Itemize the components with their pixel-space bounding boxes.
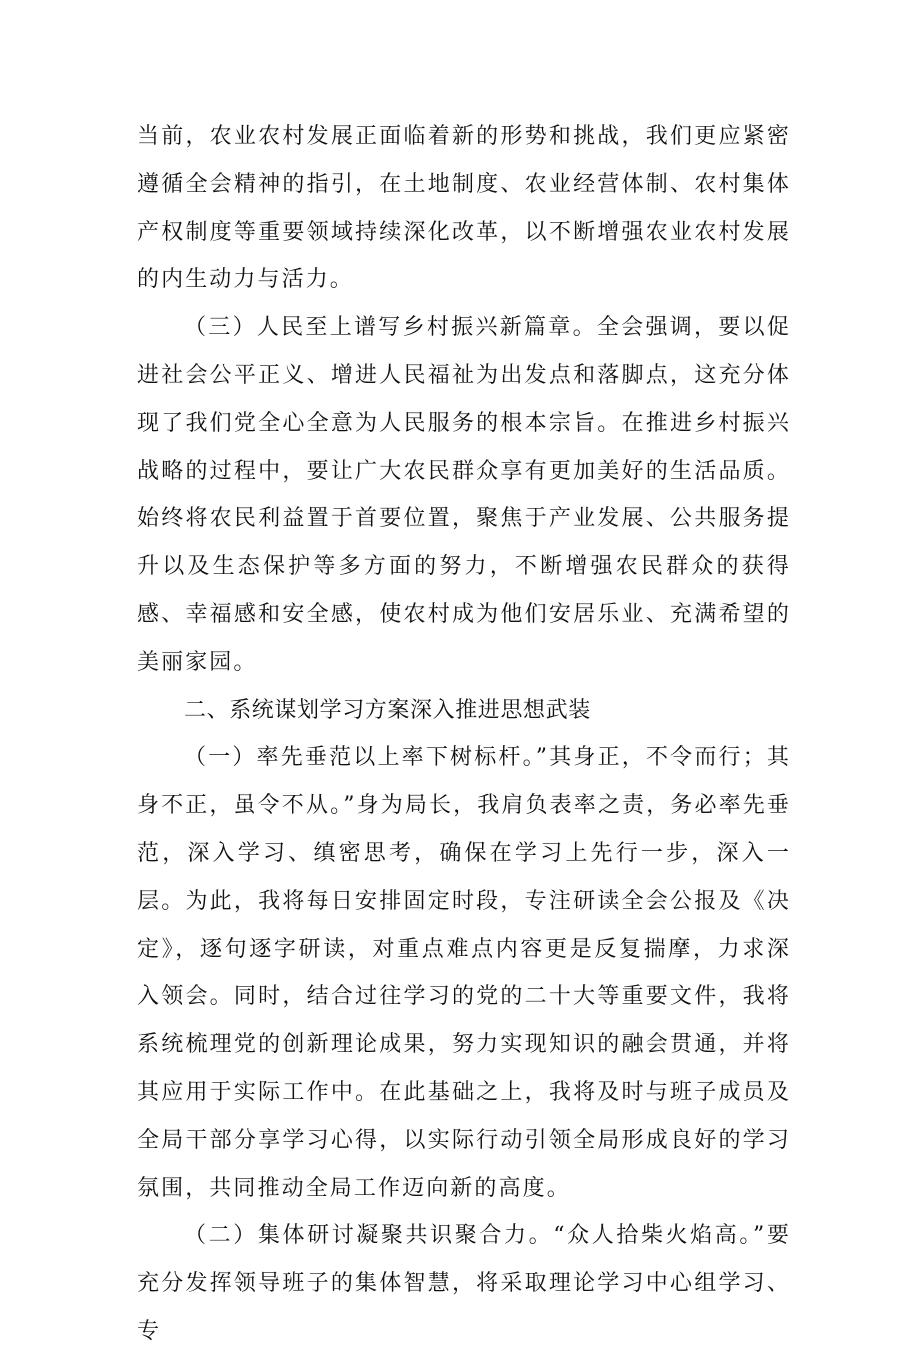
document-body <box>137 113 791 1356</box>
paragraph-subsection-two: （二）集体研讨凝聚共识聚合力。“众人拾柴火焰高。”要充分发挥领导班子的集体智慧，将采取理论学习中心组学习、专 <box>137 1223 791 1344</box>
section-heading-two: 二、系统谋划学习方案深入推进思想武装 <box>184 697 591 723</box>
paragraph-section-three: （三）人民至上谱写乡村振兴新篇章。全会强调，要以促进社会公平正义、增进人民福祉为出发点和落脚点，这充分体现了我们党全心全意为人民服务的根本宗旨。在推进乡村振兴战略的过程中，要让广大农民群众享有更加美好的生活品质。始终将农民利益置于首要位置，聚焦于产业发展、公共服务提升以及生态保护等多方面的努力，不断增强农民群众的获得感、幸福感和安全感，使农村成为他们安居乐业、充满希望的美丽家园。 <box>137 315 791 675</box>
paragraph-subsection-one: （一）率先垂范以上率下树标杆。”其身正，不令而行；其身不正，虽令不从。”身为局长，我肩负表率之责，务必率先垂范，深入学习、缜密思考，确保在学习上先行一步，深入一层。为此，我将每日安排固定时段，专注研读全会公报及《决定》，逐句逐字研读，对重点难点内容更是反复揣摩，力求深入领会。同时，结合过往学习的党的二十大等重要文件，我将系统梳理党的创新理论成果，努力实现知识的融会贯通，并将其应用于实际工作中。在此基础之上，我将及时与班子成员及全局干部分享学习心得，以实际行动引领全局形成良好的学习氛围，共同推动全局工作迈向新的高度。 <box>137 745 791 1201</box>
paragraph-continuation: 当前，农业农村发展正面临着新的形势和挑战，我们更应紧密遵循全会精神的指引，在土地制度、农业经营体制、农村集体产权制度等重要领域持续深化改革，以不断增强农业农村发展的内生动力与活力。 <box>137 124 791 293</box>
